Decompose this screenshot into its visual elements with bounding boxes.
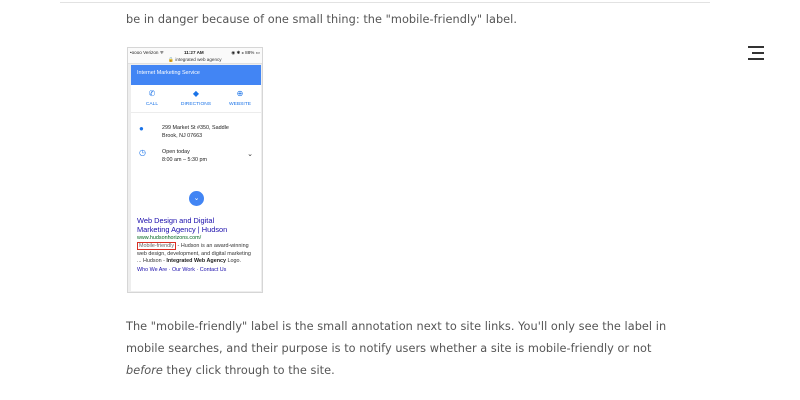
panel-header: Internet Marketing Service [131,65,261,85]
mobile-friendly-badge: Mobile-friendly [139,243,175,249]
article-body-paragraph [126,316,686,382]
menu-line [748,46,764,48]
browser-url-bar: 🔒 integrated web agency [128,56,262,64]
address-row [131,120,261,144]
location-pin-icon: ● [139,124,144,133]
hours-status: Open today [162,149,190,155]
menu-line [752,52,764,54]
call-action [131,89,173,107]
snippet-end: Logo. [226,258,241,265]
body-text-2: they click through to the site. [162,364,335,377]
body-emphasis: before [126,364,163,377]
website-label: WEBSITE [228,102,251,107]
search-result-card [131,210,261,291]
result-title-line2: Marketing Agency | Hudson [137,225,228,234]
status-time: 11:27 AM [184,49,204,55]
result-title-line1: Web Design and Digital [137,216,215,225]
result-sitelinks: Who We Are · Our Work · Contact Us [137,266,227,273]
hours-range: 8:00 am – 5:30 pm [162,156,207,163]
directions-label: DIRECTIONS [180,102,212,107]
call-label: CALL [145,102,159,107]
expand-chevron-icon: ⌄ [189,191,204,206]
body-text-1: The "mobile-friendly" label is the small annotation next to site links. You'll only see the label in mobile searches, and their purpose is to notify users whether a site is mobile-friendly or not [126,320,667,355]
result-snippet [137,242,255,266]
address-line1: 299 Market St #350, Saddle [162,125,229,131]
clock-icon: ◷ [139,148,146,157]
snippet-bold-1: Integrated [166,258,193,265]
hamburger-menu-button[interactable] [744,44,764,62]
carrier-label: •oooo Verizon ᯤ [130,49,164,55]
phone-status-bar [128,48,262,56]
phone-icon: ✆ [148,89,156,98]
directions-icon: ◆ [192,89,200,98]
hours-row [131,144,261,168]
globe-icon: ⊕ [236,89,244,98]
chevron-down-icon: ⌄ [247,151,253,158]
address-line2: Brook, NJ 07663 [162,132,203,139]
snippet-text: - Hudson is an award-winning web design, development, and digital marketing ... Hudson - [137,243,251,265]
directions-action [175,89,217,107]
top-divider [60,0,710,3]
phone-screenshot-image [127,47,263,293]
result-title [137,216,255,234]
snippet-bold-2: Web Agency [193,258,226,265]
panel-actions [131,85,261,113]
website-action [219,89,261,107]
menu-line [748,58,764,60]
result-url: www.hudsonhorizons.com/ [137,235,202,241]
battery-status: ◉ ✱ ⁎ 88% ▭ [231,49,260,55]
article-intro-text: be in danger because of one small thing: the "mobile-friendly" label. [126,13,518,26]
